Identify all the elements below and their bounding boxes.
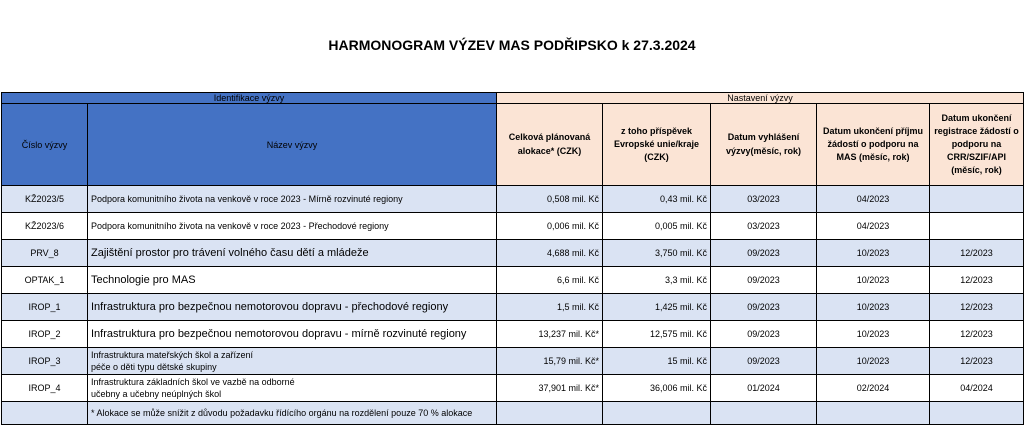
call-number: IROP_2 [2, 321, 88, 348]
mas-deadline: 10/2023 [817, 267, 930, 294]
announcement-date: 01/2024 [711, 375, 817, 402]
empty-cell [497, 402, 603, 425]
total-allocation: 15,79 mil. Kč* [497, 348, 603, 375]
call-number: IROP_3 [2, 348, 88, 375]
registration-deadline: 12/2023 [930, 321, 1024, 348]
column-header-call-name: Název výzvy [88, 104, 497, 186]
call-name: Zajištění prostor pro trávení volného času dětí a mládeže [88, 240, 497, 267]
column-header-registration-deadline: Datum ukončení registrace žádostí o podporu na CRR/SZIF/API (měsíc, rok) [930, 104, 1024, 186]
announcement-date: 03/2023 [711, 213, 817, 240]
call-name: Infrastruktura mateřských škol a zařízení péče o děti typu dětské skupiny [88, 348, 497, 375]
call-number: KŽ2023/5 [2, 186, 88, 213]
call-name: Podpora komunitního života na venkově v roce 2023 - Přechodové regiony [88, 213, 497, 240]
total-allocation: 13,237 mil. Kč* [497, 321, 603, 348]
table-row [2, 348, 1024, 375]
mas-deadline: 10/2023 [817, 321, 930, 348]
mas-deadline: 04/2023 [817, 186, 930, 213]
registration-deadline [930, 186, 1024, 213]
table-row [2, 186, 1024, 213]
allocation-footnote: * Alokace se může snížit z důvodu požadavku řídícího orgánu na rozdělení pouze 70 % alokace [88, 402, 497, 425]
registration-deadline: 12/2023 [930, 267, 1024, 294]
mas-deadline: 02/2024 [817, 375, 930, 402]
announcement-date: 09/2023 [711, 321, 817, 348]
empty-cell [2, 402, 88, 425]
registration-deadline: 12/2023 [930, 240, 1024, 267]
total-allocation: 4,688 mil. Kč [497, 240, 603, 267]
announcement-date: 09/2023 [711, 294, 817, 321]
announcement-date: 09/2023 [711, 240, 817, 267]
eu-contribution: 3,3 mil. Kč [603, 267, 711, 294]
registration-deadline [930, 213, 1024, 240]
eu-contribution: 1,425 mil. Kč [603, 294, 711, 321]
empty-cell [817, 402, 930, 425]
total-allocation: 1,5 mil. Kč [497, 294, 603, 321]
announcement-date: 03/2023 [711, 186, 817, 213]
mas-deadline: 10/2023 [817, 294, 930, 321]
group-header-identification: Identifikace výzvy [2, 93, 497, 104]
eu-contribution: 0,005 mil. Kč [603, 213, 711, 240]
mas-deadline: 04/2023 [817, 213, 930, 240]
call-name: Infrastruktura základních škol ve vazbě na odborné učebny a učebny neúplných škol [88, 375, 497, 402]
column-header-total-allocation: Celková plánovaná alokace* (CZK) [497, 104, 603, 186]
footnote-row [2, 402, 1024, 425]
empty-cell [711, 402, 817, 425]
total-allocation: 0,508 mil. Kč [497, 186, 603, 213]
call-number: PRV_8 [2, 240, 88, 267]
call-number: KŽ2023/6 [2, 213, 88, 240]
calls-schedule-table [1, 92, 1024, 425]
total-allocation: 37,901 mil. Kč* [497, 375, 603, 402]
table-row [2, 375, 1024, 402]
column-header-announcement-date: Datum vyhlášení výzvy(měsíc, rok) [711, 104, 817, 186]
eu-contribution: 12,575 mil. Kč [603, 321, 711, 348]
table-row [2, 267, 1024, 294]
empty-cell [603, 402, 711, 425]
table-row [2, 240, 1024, 267]
announcement-date: 09/2023 [711, 267, 817, 294]
eu-contribution: 36,006 mil. Kč [603, 375, 711, 402]
mas-deadline: 10/2023 [817, 348, 930, 375]
call-name: Infrastruktura pro bezpečnou nemotorovou dopravu - přechodové regiony [88, 294, 497, 321]
announcement-date: 09/2023 [711, 348, 817, 375]
empty-cell [930, 402, 1024, 425]
total-allocation: 0,006 mil. Kč [497, 213, 603, 240]
table-row [2, 321, 1024, 348]
column-header-call-number: Číslo výzvy [2, 104, 88, 186]
call-number: OPTAK_1 [2, 267, 88, 294]
registration-deadline: 12/2023 [930, 348, 1024, 375]
call-name: Infrastruktura pro bezpečnou nemotorovou dopravu - mírně rozvinuté regiony [88, 321, 497, 348]
column-header-eu-contribution: z toho příspěvek Evropské unie/kraje (CZK) [603, 104, 711, 186]
eu-contribution: 3,750 mil. Kč [603, 240, 711, 267]
document-title: HARMONOGRAM VÝZEV MAS PODŘIPSKO k 27.3.2024 [328, 37, 696, 53]
mas-deadline: 10/2023 [817, 240, 930, 267]
table-row [2, 294, 1024, 321]
registration-deadline: 04/2024 [930, 375, 1024, 402]
call-name: Podpora komunitního života na venkově v roce 2023 - Mírně rozvinuté regiony [88, 186, 497, 213]
total-allocation: 6,6 mil. Kč [497, 267, 603, 294]
registration-deadline: 12/2023 [930, 294, 1024, 321]
column-header-mas-deadline: Datum ukončení příjmu žádostí o podporu na MAS (měsíc, rok) [817, 104, 930, 186]
eu-contribution: 0,43 mil. Kč [603, 186, 711, 213]
eu-contribution: 15 mil. Kč [603, 348, 711, 375]
table-row [2, 213, 1024, 240]
call-number: IROP_1 [2, 294, 88, 321]
call-name: Technologie pro MAS [88, 267, 497, 294]
call-number: IROP_4 [2, 375, 88, 402]
group-header-settings: Nastavení výzvy [497, 93, 1024, 104]
